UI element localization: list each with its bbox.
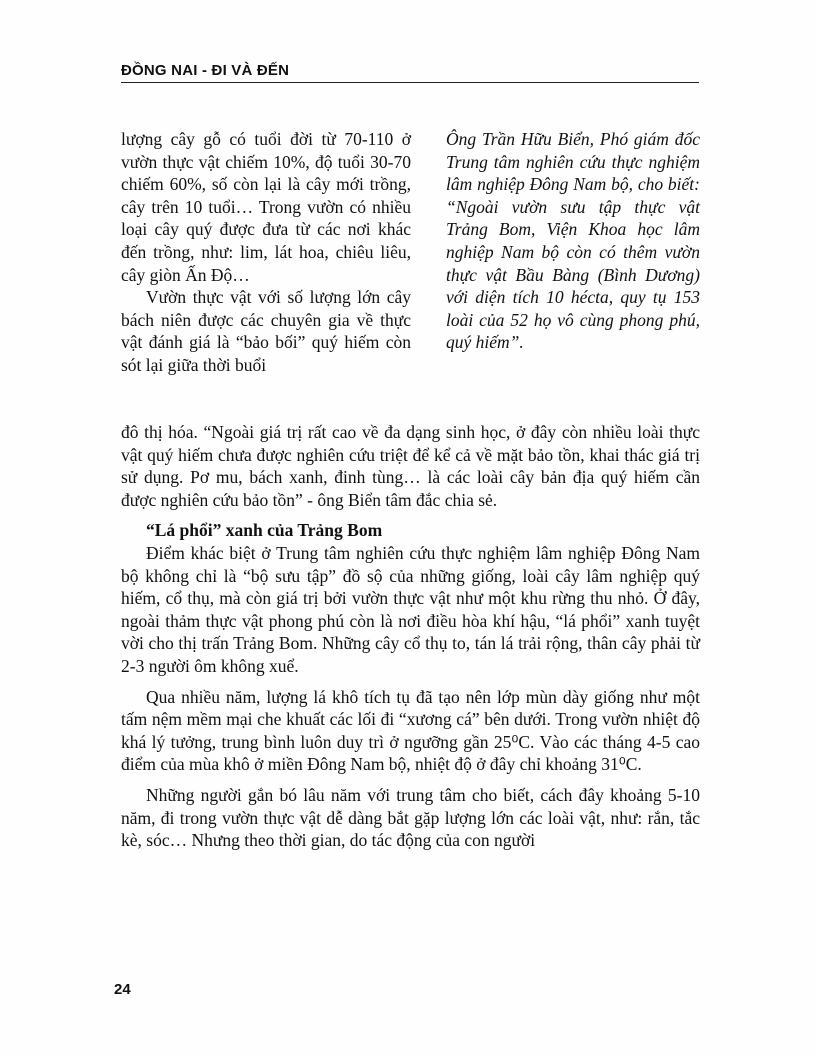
section-subheading: “Lá phổi” xanh của Trảng Bom: [146, 520, 383, 541]
page-number: 24: [114, 981, 131, 998]
paragraph-tree-ages: lượng cây gỗ có tuổi đời từ 70-110 ở vườn thực vật chiếm 10%, độ tuổi 30-70 chiếm 60%, số còn lại là cây mới trồng, cây trên 10 tuổi… Trong vườn có nhiều loại cây quý được đưa từ các nơi khác đến trồng, như: lim, lát hoa, chiêu liêu, cây giòn Ấn Độ…: [121, 129, 411, 285]
main-body: [121, 421, 700, 852]
paragraph-animals: Những người gắn bó lâu năm với trung tâm cho biết, cách đây khoảng 5-10 năm, đi trong vườn thực vật dễ dàng bắt gặp lượng lớn các loài vật, như: rắn, tắc kè, sóc… Nhưng theo thời gian, do tác động của con người: [121, 784, 700, 851]
sidebar-quote: [446, 128, 700, 354]
sidebar-quote-text: Ông Trần Hữu Biển, Phó giám đốc Trung tâm nghiên cứu thực nghiệm lâm nghiệp Đông Nam bộ, cho biết: “Ngoài vườn sưu tập thực vật Trảng Bom, Viện Khoa học lâm nghiệp Nam bộ còn có thêm vườn thực vật Bầu Bàng (Bình Dương) với diện tích 10 hécta, quy tụ 153 loài của 52 họ vô cùng phong phú, quý hiếm”.: [446, 129, 700, 353]
paragraph-botanical-garden: Vườn thực vật với số lượng lớn cây bách niên được các chuyên gia về thực vật đánh giá là “bảo bối” quý hiếm còn sót lại giữa thời buổi: [121, 287, 411, 375]
running-header-title: ĐỒNG NAI - ĐI VÀ ĐẾN: [121, 62, 290, 79]
running-header: [121, 62, 699, 83]
paragraph-difference: Điểm khác biệt ở Trung tâm nghiên cứu thực nghiệm lâm nghiệp Đông Nam bộ không chỉ là “bộ sưu tập” đồ sộ của những giống, loài cây lâm nghiệp quý hiếm, cổ thụ, mà còn giá trị bởi vườn thực vật như một khu rừng thu nhỏ. Ở đây, ngoài thảm thực vật phong phú còn là nơi điều hòa khí hậu, “lá phổi” xanh tuyệt vời cho thị trấn Trảng Bom. Những cây cổ thụ to, tán lá trải rộng, thân cây phải từ 2-3 người ôm không xuể.: [121, 542, 700, 676]
left-column: [121, 128, 411, 377]
paragraph-continued: đô thị hóa. “Ngoài giá trị rất cao về đa dạng sinh học, ở đây còn nhiều loài thực vật quý hiếm chưa được nghiên cứu triệt để kể cả về mặt bảo tồn, khai thác giá trị sử dụng. Pơ mu, bách xanh, đinh tùng… là các loài cây bản địa quý hiếm cần được nghiên cứu bảo tồn” - ông Biển tâm đắc chia sẻ.: [121, 422, 700, 510]
paragraph-humus-temperature: Qua nhiều năm, lượng lá khô tích tụ đã tạo nên lớp mùn dày giống như một tấm nệm mềm mại che khuất các lối đi “xương cá” bên dưới. Trong vườn nhiệt độ khá lý tưởng, trung bình luôn duy trì ở ngưỡng gần 25⁰C. Vào các tháng 4-5 cao điểm của mùa khô ở miền Đông Nam bộ, nhiệt độ ở đây chỉ khoảng 31⁰C.: [121, 686, 700, 775]
